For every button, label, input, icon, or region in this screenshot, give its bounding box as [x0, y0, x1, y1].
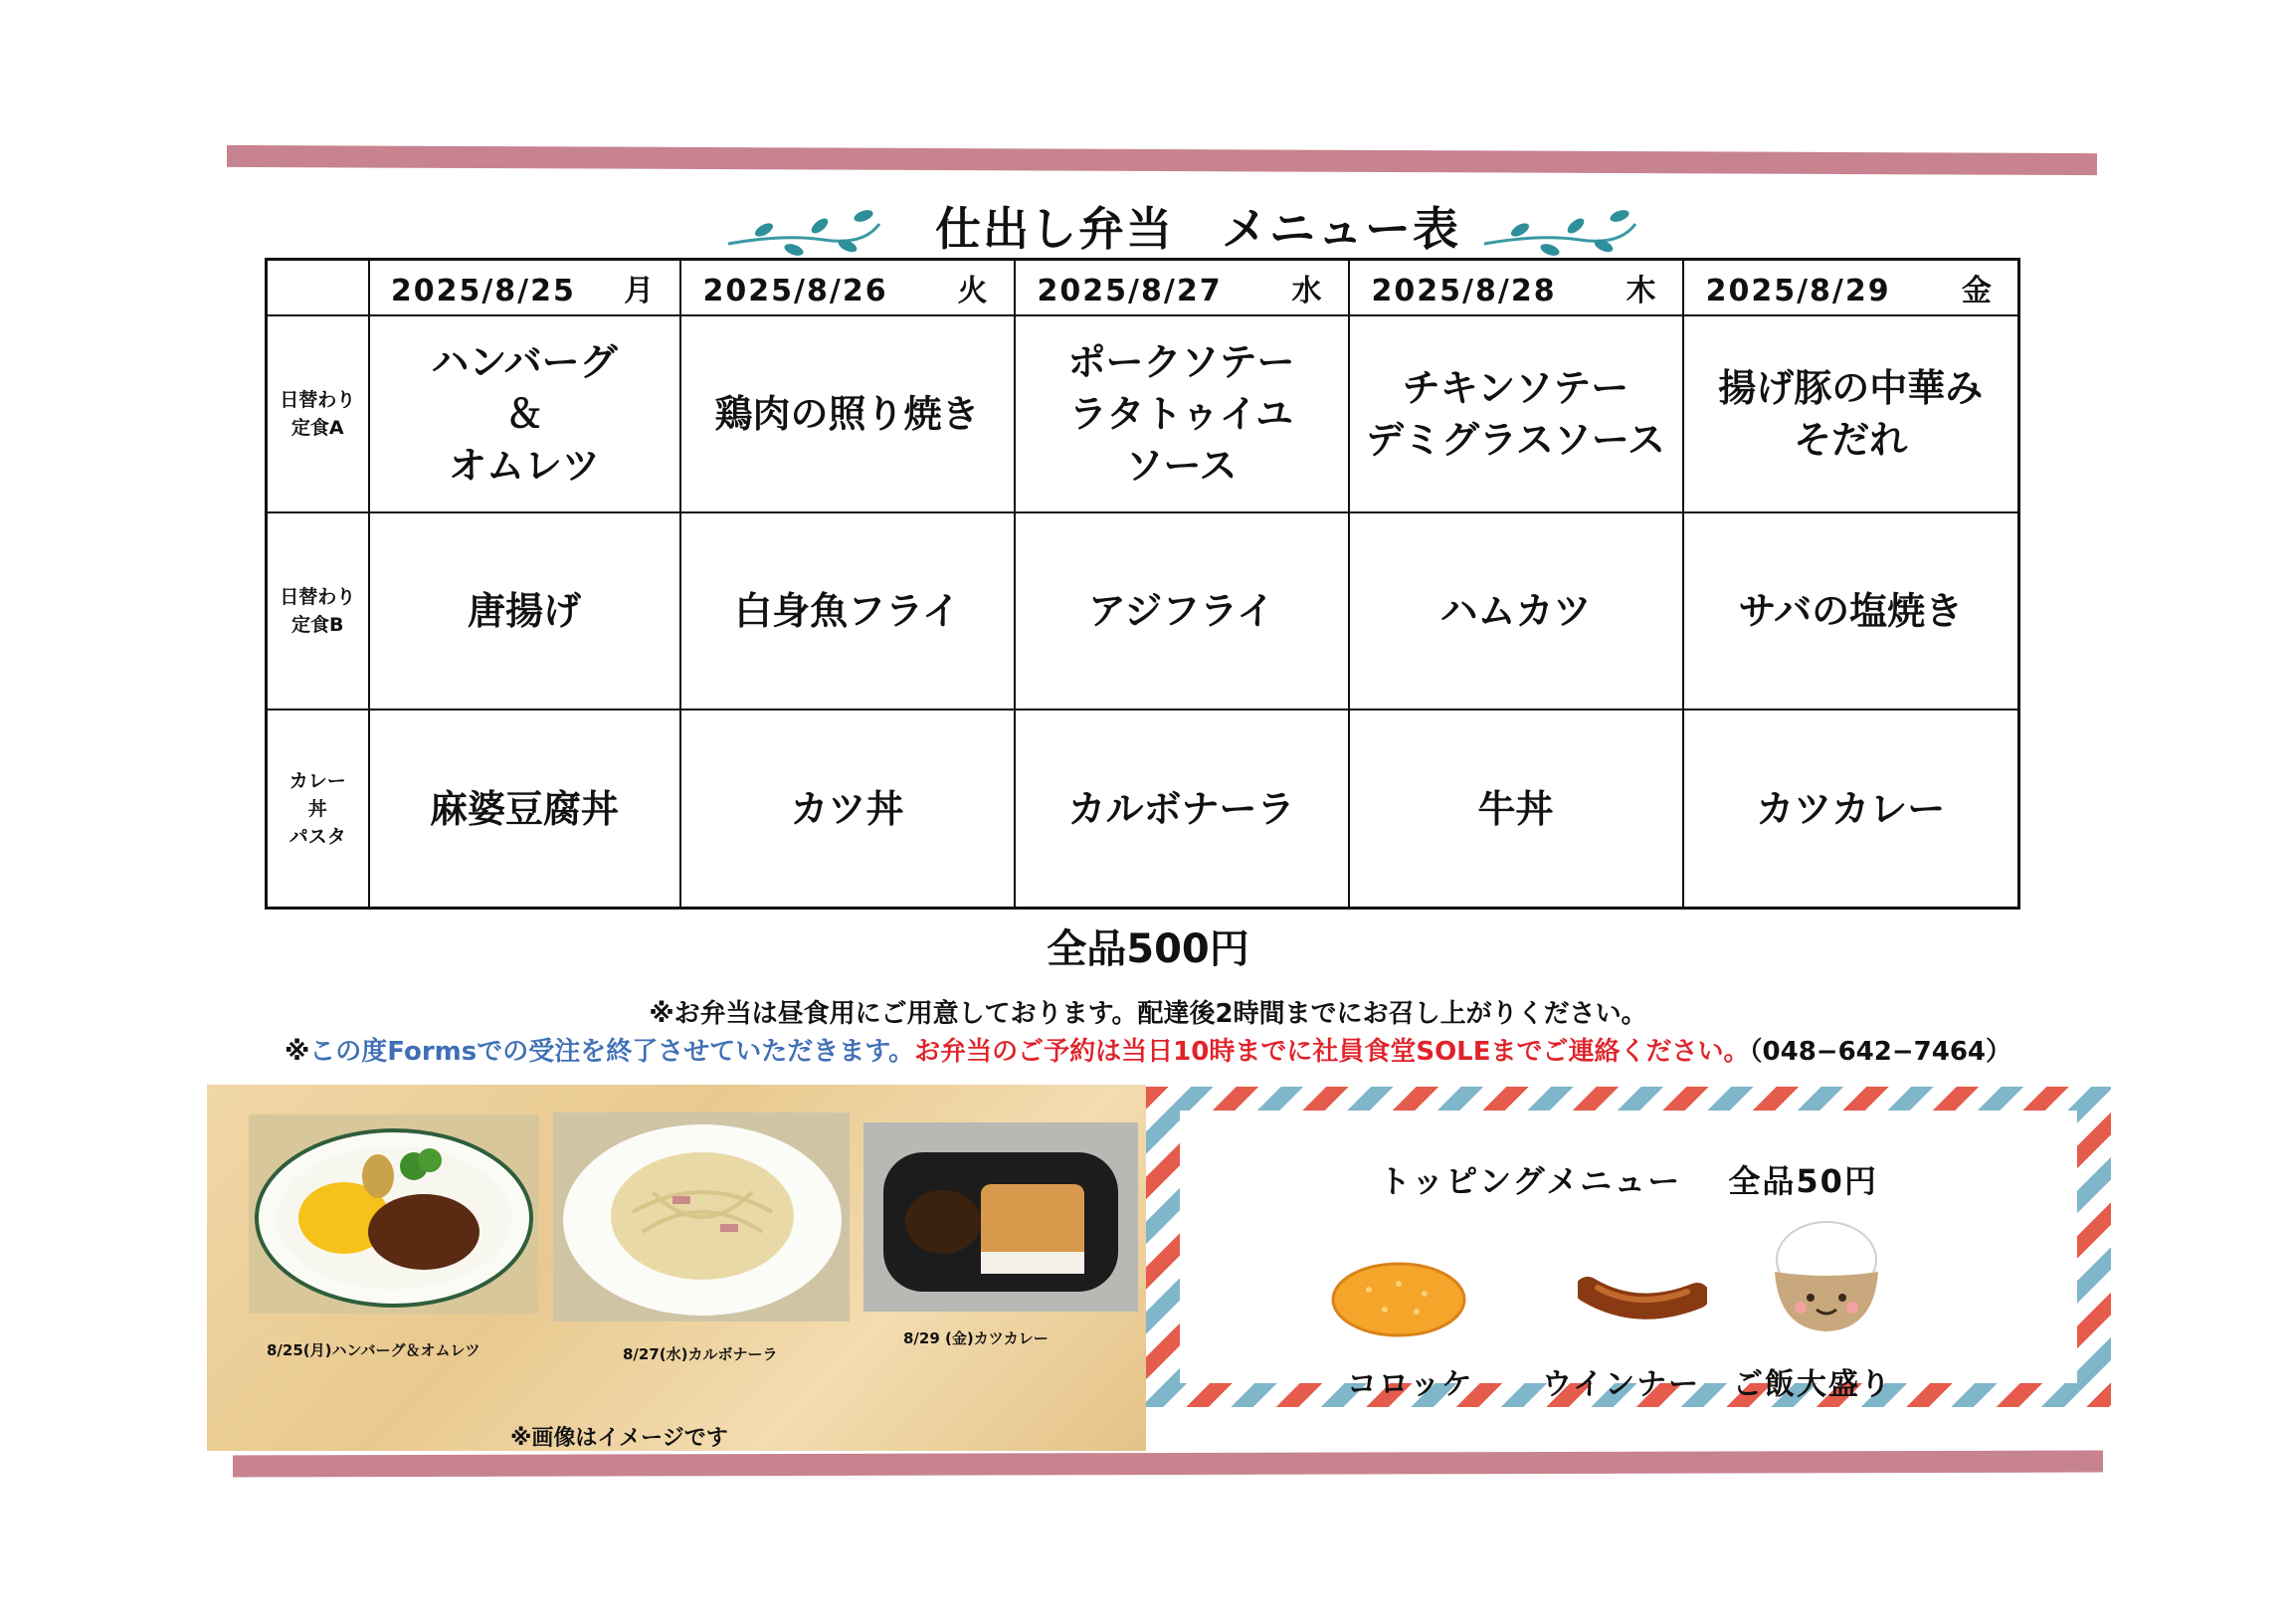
row-label: カレー 丼 パスタ	[267, 710, 369, 908]
forms-ended-notice: この度Formsでの受注を終了させていただきます。	[309, 1037, 915, 1067]
row-label: 日替わり 定食B	[267, 512, 369, 710]
corner-cell	[267, 260, 369, 315]
menu-table	[265, 258, 2020, 910]
menu-row-set-b	[267, 512, 2019, 710]
dish-cell: 揚げ豚の中華み そだれ	[1683, 315, 2019, 512]
dish-cell: 鶏肉の照り焼き	[680, 315, 1015, 512]
dish-cell: カツ丼	[680, 710, 1015, 908]
topping-title: トッピングメニュー 全品50円	[1379, 1162, 1878, 1200]
reservation-notice: お弁当のご予約は当日10時までに社員食堂SOLEまでご連絡ください。	[914, 1037, 1750, 1067]
carbonara-photo	[553, 1113, 850, 1321]
katsu-curry-photo	[863, 1122, 1138, 1312]
dish-cell: 唐揚げ	[369, 512, 680, 710]
lunch-note: ※お弁当は昼食用にご用意しております。配達後2時間までにお召し上がりください。	[649, 999, 1647, 1029]
topping-item-label: コロッケ	[1347, 1367, 1474, 1402]
dish-cell: 麻婆豆腐丼	[369, 710, 680, 908]
dish-cell: ハンバーグ ＆ オムレツ	[369, 315, 680, 512]
dish-cell: チキンソテー デミグラスソース	[1349, 315, 1683, 512]
topping-panel	[1146, 1087, 2111, 1407]
hamburg-omelette-photo	[249, 1115, 539, 1314]
date-cell: 2025/8/29 金	[1683, 260, 2019, 315]
photo-caption: 8/27(水)カルボナーラ	[623, 1345, 778, 1363]
leaf-vine-icon	[724, 204, 883, 260]
dish-cell: 牛丼	[1349, 710, 1683, 908]
date-cell: 2025/8/26 火	[680, 260, 1015, 315]
sausage-icon	[1578, 1270, 1707, 1329]
menu-row-curry-bowl-pasta	[267, 710, 2019, 908]
dish-cell: カルボナーラ	[1015, 710, 1349, 908]
dish-cell: カツカレー	[1683, 710, 2019, 908]
dish-cell: ハムカツ	[1349, 512, 1683, 710]
date-cell: 2025/8/25 月	[369, 260, 680, 315]
dish-cell: 白身魚フライ	[680, 512, 1015, 710]
leaf-vine-icon	[1480, 204, 1639, 260]
price-label: 全品500円	[1047, 926, 1249, 972]
date-cell: 2025/8/28 木	[1349, 260, 1683, 315]
photo-caption: 8/25(月)ハンバーグ＆オムレツ	[267, 1341, 480, 1359]
dish-cell: アジフライ	[1015, 512, 1349, 710]
topping-card	[1180, 1111, 2077, 1402]
bottom-decorative-tape	[233, 1451, 2103, 1478]
topping-item-label: ご飯大盛り	[1733, 1367, 1892, 1402]
date-header-row	[267, 260, 2019, 315]
photo-panel	[207, 1085, 1146, 1451]
rice-bowl-icon	[1767, 1210, 1886, 1339]
dish-cell: サバの塩焼き	[1683, 512, 2019, 710]
photo-caption: 8/29 (金)カツカレー	[903, 1329, 1049, 1347]
page-title: 仕出し弁当 メニュー表	[935, 202, 1460, 256]
dish-cell: ポークソテー ラタトゥイユ ソース	[1015, 315, 1349, 512]
menu-row-set-a	[267, 315, 2019, 512]
image-disclaimer: ※画像はイメージです	[510, 1426, 728, 1451]
top-decorative-tape	[227, 145, 2097, 175]
order-note: ※この度Formsでの受注を終了させていただきます。お弁当のご予約は当日10時までに社員食堂SOLEまでご連絡ください。（048−642−7464）	[285, 1037, 2011, 1067]
croquette-icon	[1329, 1260, 1468, 1339]
topping-item-label: ウインナー	[1542, 1367, 1701, 1402]
title-row	[0, 194, 2296, 264]
row-label: 日替わり 定食A	[267, 315, 369, 512]
date-cell: 2025/8/27 水	[1015, 260, 1349, 315]
phone-number: （048−642−7464）	[1749, 1037, 2011, 1067]
